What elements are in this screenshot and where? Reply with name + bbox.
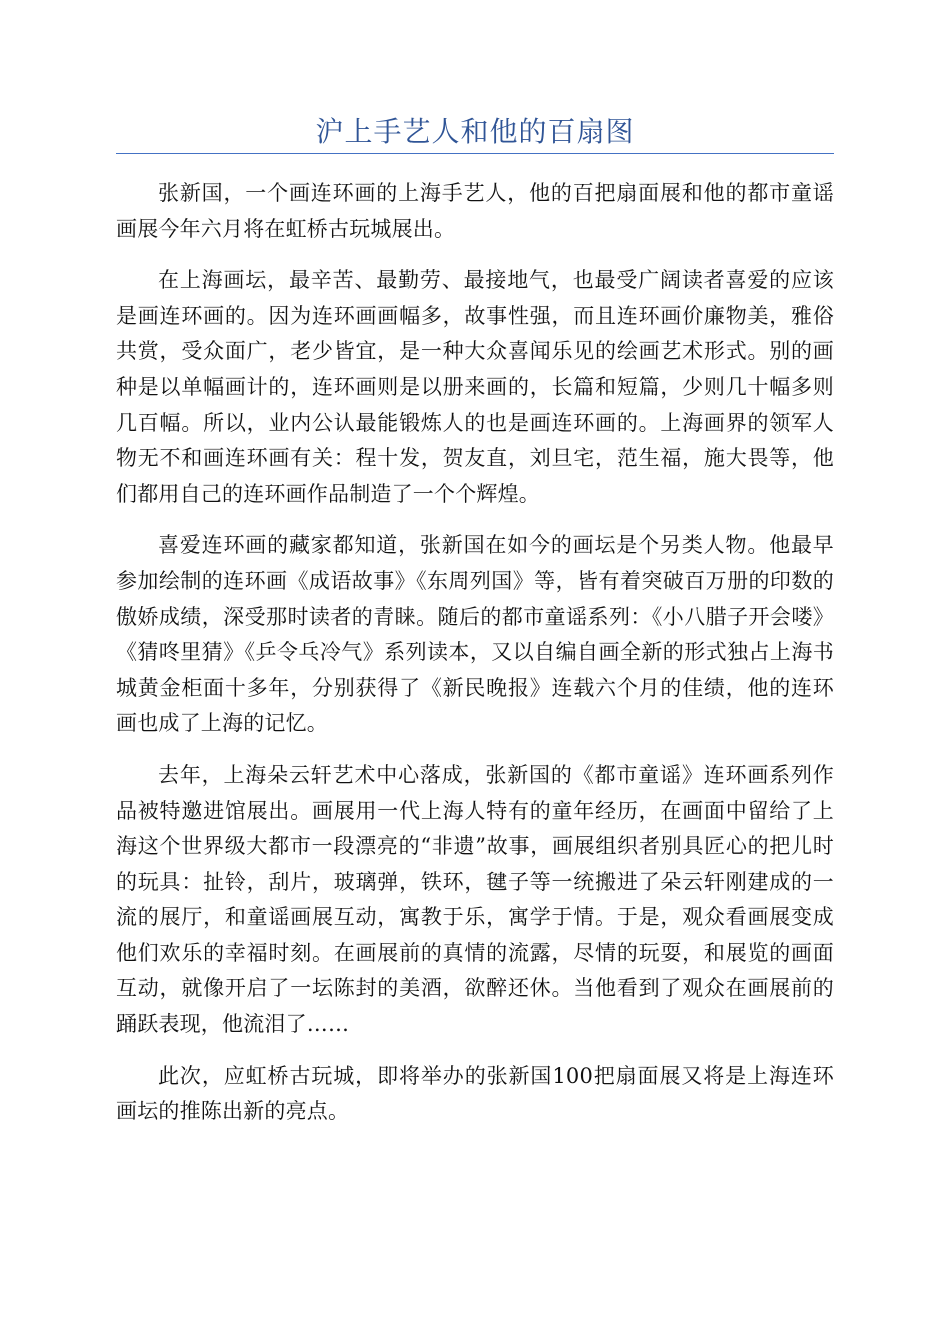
- title-underline: [116, 153, 834, 154]
- document-body: [116, 176, 834, 1146]
- paragraph-2: 在上海画坛，最辛苦、最勤劳、最接地气，也最受广阔读者喜爱的应该是画连环画的。因为连环画画幅多，故事性强，而且连环画价廉物美，雅俗共赏，受众面广，老少皆宜，是一种大众喜闻乐见的绘画艺术形式。别的画种是以单幅画计的，连环画则是以册来画的，长篇和短篇，少则几十幅多则几百幅。所以，业内公认最能锻炼人的也是画连环画的。上海画界的领军人物无不和画连环画有关：程十发，贺友直，刘旦宅，范生福，施大畏等，他们都用自己的连环画作品制造了一个个辉煌。: [116, 268, 834, 506]
- paragraph-3: 喜爱连环画的藏家都知道，张新国在如今的画坛是个另类人物。他最早参加绘制的连环画《成语故事》《东周列国》等，皆有着突破百万册的印数的傲娇成绩，深受那时读者的青睐。随后的都市童谣系列：《小八腊子开会喽》《猜咚里猜》《乒令乓冷气》系列读本，又以自编自画全新的形式独占上海书城黄金柜面十多年，分别获得了《新民晚报》连载六个月的佳绩，他的连环画也成了上海的记忆。: [116, 533, 834, 736]
- paragraph-4: 去年，上海朵云轩艺术中心落成，张新国的《都市童谣》连环画系列作品被特邀进馆展出。画展用一代上海人特有的童年经历，在画面中留给了上海这个世界级大都市一段漂亮的“非遗”故事，画展组织者别具匠心的把儿时的玩具：扯铃，刮片，玻璃弹，铁环，毽子等一统搬进了朵云轩刚建成的一流的展厅，和童谣画展互动，寓教于乐，寓学于情。于是，观众看画展变成他们欢乐的幸福时刻。在画展前的真情的流露，尽情的玩耍，和展览的画面互动，就像开启了一坛陈封的美酒，欲醉还休。当他看到了观众在画展前的踊跃表现，他流泪了……: [116, 762, 834, 1037]
- paragraph-1: 张新国，一个画连环画的上海手艺人，他的百把扇面展和他的都市童谣画展今年六月将在虹桥古玩城展出。: [116, 181, 834, 241]
- document-title: 沪上手艺人和他的百扇图: [315, 115, 635, 148]
- paragraph-5: 此次，应虹桥古玩城，即将举办的张新国100把扇面展又将是上海连环画坛的推陈出新的亮点。: [116, 1063, 834, 1124]
